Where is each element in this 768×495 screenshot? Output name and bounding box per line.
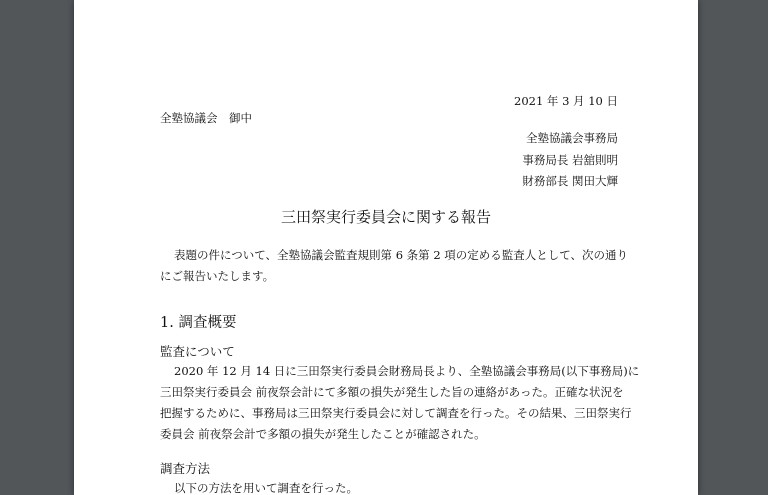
paragraph-line: 三田祭実行委員会 前夜祭会計にて多額の損失が発生した旨の連絡があった。正確な状況を [160, 385, 624, 399]
section-heading: 1. 調査概要 [160, 315, 237, 331]
paragraph-line: 2020 年 12 月 14 日に三田祭実行委員会財務局長より、全塾協議会事務局(以下事務局)に [174, 364, 640, 378]
document-date: 2021 年 3 月 10 日 [514, 94, 618, 108]
intro-line: にご報告いたします。 [160, 269, 275, 283]
sender-officer-secretary-general: 事務局長 岩舘則明 [522, 153, 618, 167]
subsection-heading: 調査方法 [160, 461, 211, 476]
paragraph-line: 以下の方法を用いて調査を行った。 [174, 481, 358, 495]
subsection-heading: 監査について [160, 344, 235, 359]
intro-line: 表題の件について、全塾協議会監査規則第 6 条第 2 項の定める監査人として、次の通り [174, 248, 629, 262]
paragraph-line: 委員会 前夜祭会計で多額の損失が発生したことが確認された。 [160, 427, 486, 441]
paragraph-line: 把握するために、事務局は三田祭実行委員会に対して調査を行った。その結果、三田祭実行 [160, 406, 632, 420]
sender-officer-finance-director: 財務部長 関田大輝 [522, 174, 618, 188]
sender-organization: 全塾協議会事務局 [526, 131, 618, 145]
document-title: 三田祭実行委員会に関する報告 [280, 208, 491, 226]
document-page [74, 0, 698, 495]
addressee: 全塾協議会 御中 [160, 111, 252, 125]
